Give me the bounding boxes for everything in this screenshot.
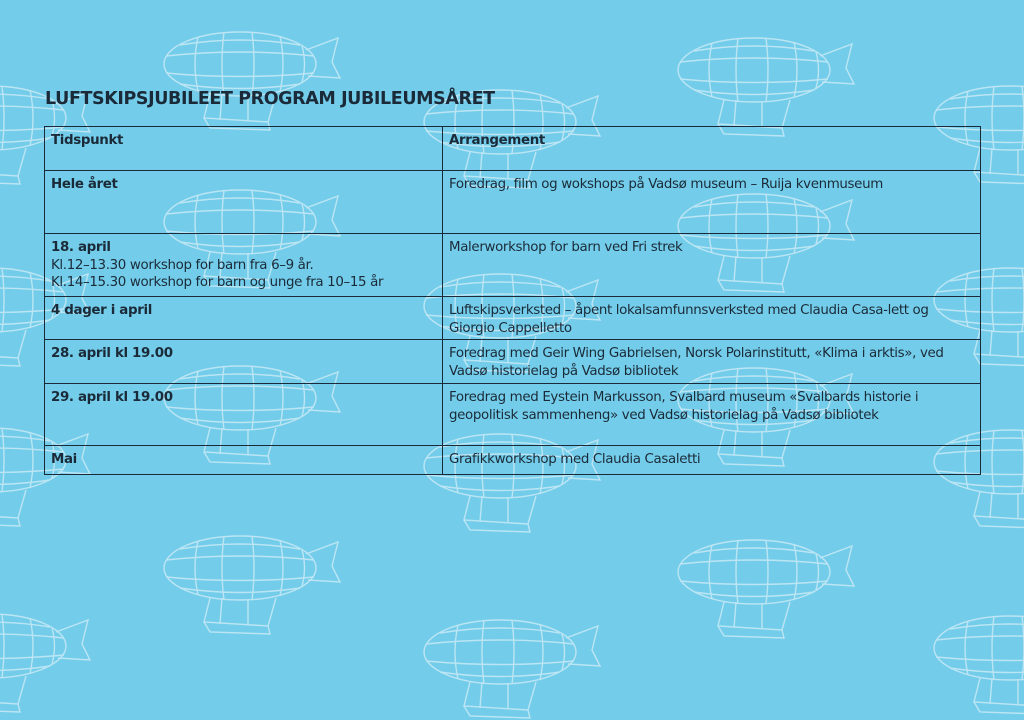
table-row [45,234,981,297]
event-cell [443,384,981,446]
event-cell [443,446,981,475]
event-cell [443,297,981,340]
column-header-event: Arrangement [443,127,981,171]
table-row [45,297,981,340]
time-cell [45,297,443,340]
table-row [45,340,981,384]
event-text: Grafikkworkshop med Claudia Casaletti [449,452,701,467]
time-cell [45,446,443,475]
event-text: Luftskipsverksted – åpent lokalsamfunnsverksted med Claudia Casa-lett og Giorgio Cappelletto [449,303,929,336]
table-row [45,171,981,234]
event-cell [443,234,981,297]
event-text: Foredrag med Eystein Markusson, Svalbard museum «Svalbards historie i geopolitisk sammenheng» ved Vadsø historielag på Vadsø bibliotek [449,390,919,423]
program-table [44,126,981,475]
event-text: Foredrag med Geir Wing Gabrielsen, Norsk Polarinstitutt, «Klima i arktis», ved Vadsø historielag på Vadsø bibliotek [449,346,944,379]
page-title: LUFTSKIPSJUBILEET PROGRAM JUBILEUMSÅRET [45,89,495,109]
event-text: Malerworkshop for barn ved Fri strek [449,240,683,255]
column-header-time: Tidspunkt [45,127,443,171]
time-label: 4 dager i april [51,303,152,318]
event-cell [443,340,981,384]
time-cell [45,171,443,234]
time-label: 29. april kl 19.00 [51,390,173,405]
event-cell [443,171,981,234]
event-text: Foredrag, film og wokshops på Vadsø museum – Ruija kvenmuseum [449,177,883,192]
time-label: Mai [51,452,77,467]
time-detail: Kl.12–13.30 workshop for barn fra 6–9 år. [51,257,314,273]
time-cell [45,340,443,384]
time-cell [45,384,443,446]
time-label: 18. april [51,240,111,255]
time-cell [45,234,443,297]
time-detail: Kl.14–15.30 workshop for barn og unge fra 10–15 år [51,275,384,290]
table-header-row [45,127,981,171]
table-row [45,446,981,475]
table-row [45,384,981,446]
time-label: Hele året [51,177,118,192]
time-label: 28. april kl 19.00 [51,346,173,361]
